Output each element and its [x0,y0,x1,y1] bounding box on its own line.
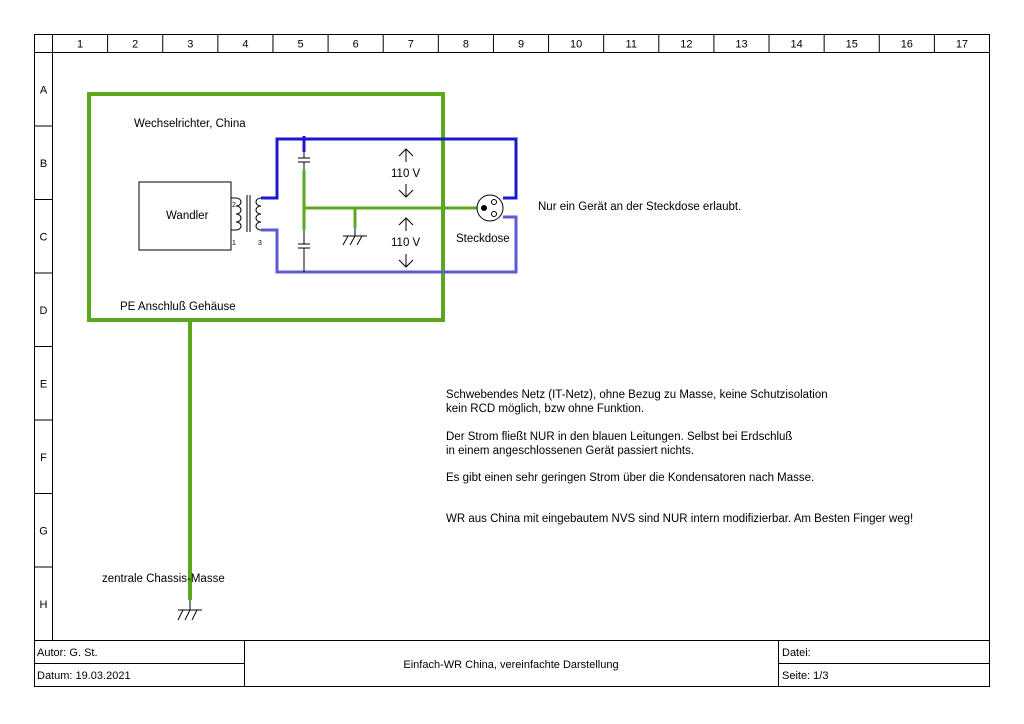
voltage-label-bottom: 110 V [391,237,421,249]
column-number: 16 [900,38,913,51]
live-conductor [261,139,516,198]
note-line-1: Schwebendes Netz (IT-Netz), ohne Bezug zu Masse, keine Schutzisolation [446,389,828,401]
socket-label: Steckdose [456,233,510,245]
capacitor-lower [298,230,310,272]
column-number: 9 [517,38,525,51]
row-letter: F [40,451,47,464]
ground-symbol-inner [343,228,367,245]
transformer-symbol [231,195,261,232]
column-number: 13 [735,38,748,51]
date-field: Datum: 19.03.2021 [37,670,131,682]
sheet-frame [35,35,990,687]
socket-note: Nur ein Gerät an der Steckdose erlaubt. [538,201,742,213]
row-letter: B [39,157,48,170]
drawing-title: Einfach-WR China, vereinfachte Darstellung [403,659,619,671]
column-number: 5 [297,38,304,51]
capacitor-upper [298,152,310,170]
row-letter: D [39,304,48,317]
column-header [77,35,968,53]
pe-label: PE Anschluß Gehäuse [120,301,236,313]
note-line-4: in einem angeschlossenen Gerät passiert nichts. [446,445,695,457]
transformer-pin-1: 1 [232,240,236,247]
row-header [35,84,53,611]
column-number: 1 [76,38,84,51]
column-number: 8 [462,38,469,51]
note-line-2: kein RCD möglich, bzw ohne Funktion. [446,403,645,415]
author-field: Autor: G. St. [37,647,98,659]
column-number: 6 [352,38,359,51]
row-letter: H [39,598,48,611]
note-line-3: Der Strom fließt NUR in den blauen Leitungen. Selbst bei Erdschluß [446,431,793,443]
row-letter: E [39,378,48,391]
column-number: 15 [845,38,858,51]
row-letter: G [39,525,48,538]
row-letter: C [39,231,48,244]
chassis-label: zentrale Chassis-Masse [102,573,225,585]
note-line-6: WR aus China mit eingebautem NVS sind NUR intern modifizierbar. Am Besten Finger weg! [446,513,914,525]
column-number: 11 [625,38,637,51]
column-number: 3 [187,38,194,51]
transformer-pin-3: 3 [258,240,262,247]
file-field: Datei: [782,647,811,659]
column-number: 12 [680,38,693,51]
voltage-label-top: 110 V [391,168,421,180]
row-letter: A [39,84,48,97]
column-number: 7 [407,38,414,51]
column-number: 4 [242,38,249,51]
column-number: 14 [790,38,803,51]
socket-icon [477,195,503,221]
column-number: 17 [955,38,969,51]
note-line-5: Es gibt einen sehr geringen Strom über die Kondensatoren nach Masse. [446,472,815,484]
converter-label: Wandler [166,210,209,222]
page-field: Seite: 1/3 [782,670,829,682]
ground-symbol-chassis [178,600,202,620]
inverter-label: Wechselrichter, China [134,118,246,130]
transformer-pin-2: 2 [232,202,236,209]
column-number: 2 [132,38,139,51]
column-number: 10 [569,38,583,51]
